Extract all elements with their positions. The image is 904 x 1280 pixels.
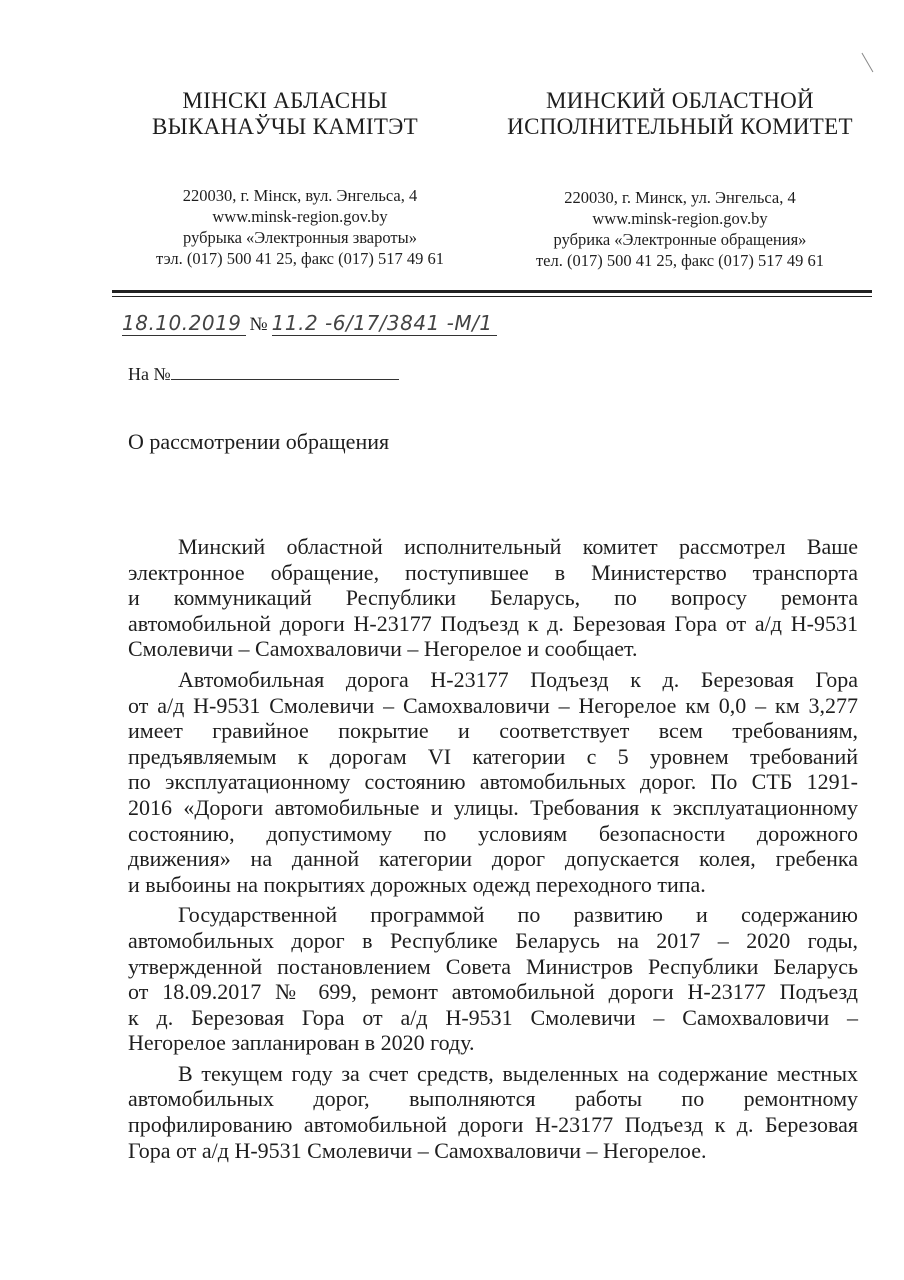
org-name-line: МИНСКИЙ ОБЛАСТНОЙ [546, 88, 814, 113]
paragraph-line: движения» на данной категории дорог допускается колея, гребенка [128, 846, 858, 872]
address-line: 220030, г. Мінск, вул. Энгельса, 4 [182, 186, 418, 205]
paragraph-line: Минский областной исполнительный комитет рассмотрел Ваше [178, 534, 858, 559]
paragraph-line: и коммуникаций Республики Беларусь, по вопросу ремонта [128, 585, 858, 611]
letter-body [128, 534, 858, 1168]
paragraph-line: от 18.09.2017 № 699, ремонт автомобильной дороги Н-23177 Подъезд [128, 979, 858, 1005]
website: www.minsk-region.gov.by [212, 207, 388, 226]
paragraph-line: электронное обращение, поступившее в Министерство транспорта [128, 559, 858, 585]
paragraph-line: Негорелое запланирован в 2020 году. [128, 1030, 475, 1056]
paragraph-line: В текущем году за счет средств, выделенных на содержание местных [178, 1060, 858, 1086]
paragraph-line: Смолевичи – Самохваловичи – Негорелое и сообщает. [128, 636, 638, 662]
header-divider-thin [112, 296, 872, 297]
org-name-russian [480, 88, 880, 140]
paragraph-line: и выбоины на покрытиях дорожных одежд переходного типа. [128, 871, 706, 897]
paragraph-line: Гора от а/д Н-9531 Смолевичи – Самохваловичи – Негорелое. [128, 1137, 707, 1163]
address-belarusian [130, 185, 470, 269]
paragraph-line: предъявляемым к дорогам VI категории с 5 уровнем требований [128, 743, 858, 769]
address-line: рубрыка «Электронныя звароты» [183, 228, 417, 247]
paragraph [128, 534, 858, 662]
reply-label: На № [128, 364, 171, 384]
phone-fax: тел. (017) 500 41 25, факс (017) 517 49 61 [535, 251, 825, 270]
org-name-line: МІНСКІ АБЛАСНЫ [182, 88, 388, 113]
paragraph-line: имеет гравийное покрытие и соответствует всем требованиям, [128, 718, 858, 744]
handwritten-number: 11.2 -6/17/3841 -М/1 [272, 311, 497, 336]
phone-fax: тэл. (017) 500 41 25, факс (017) 517 49 61 [156, 249, 444, 268]
header-divider-thick [112, 290, 872, 293]
reply-reference [128, 364, 399, 385]
paragraph-line: к д. Березовая Гора от а/д Н-9531 Смолевичи – Самохваловичи – [128, 1004, 858, 1030]
number-sign: № [249, 314, 268, 335]
org-name-line: ВЫКАНАЎЧЫ КАМІТЭТ [151, 114, 419, 139]
paragraph-line: по эксплуатационному состоянию автомобильных дорог. По СТБ 1291- [128, 769, 858, 795]
handwritten-date: 18.10.2019 [122, 311, 246, 336]
paragraph [128, 1061, 858, 1163]
registration-line [122, 310, 497, 337]
org-name-belarusian [110, 88, 460, 140]
paragraph-line: автомобильной дороги Н-23177 Подъезд к д. Березовая Гора от а/д Н-9531 [128, 610, 858, 636]
paragraph-line: от а/д Н-9531 Смолевичи – Самохваловичи – Негорелое км 0,0 – км 3,277 [128, 692, 858, 718]
org-name-line: ИСПОЛНИТЕЛЬНЫЙ КОМИТЕТ [507, 114, 853, 139]
paragraph-line: 2016 «Дороги автомобильные и улицы. Требования к эксплуатационному [128, 794, 858, 820]
address-line: 220030, г. Минск, ул. Энгельса, 4 [564, 188, 796, 207]
scan-mark [862, 46, 886, 73]
subject-line: О рассмотрении обращения [128, 429, 390, 454]
address-russian [500, 187, 860, 271]
website: www.minsk-region.gov.by [592, 209, 768, 228]
paragraph-line: профилированию автомобильной дороги Н-23177 Подъезд к д. Березовая [128, 1112, 858, 1138]
paragraph-line: утвержденной постановлением Совета Министров Республики Беларусь [128, 953, 858, 979]
paragraph-line: автомобильных дорог в Республике Беларусь на 2017 – 2020 годы, [128, 927, 858, 953]
paragraph-line: автомобильных дорог, выполняются работы по ремонтному [128, 1086, 858, 1112]
reply-number-blank [171, 365, 399, 380]
address-line: рубрика «Электронные обращения» [553, 230, 807, 249]
paragraph-line: Государственной программой по развитию и содержанию [178, 902, 858, 928]
paragraph [128, 667, 858, 897]
paragraph [128, 902, 858, 1056]
paragraph-line: Автомобильная дорога Н-23177 Подъезд к д. Березовая Гора [178, 666, 858, 692]
paragraph-line: состоянию, допустимому по условиям безопасности дорожного [128, 820, 858, 846]
